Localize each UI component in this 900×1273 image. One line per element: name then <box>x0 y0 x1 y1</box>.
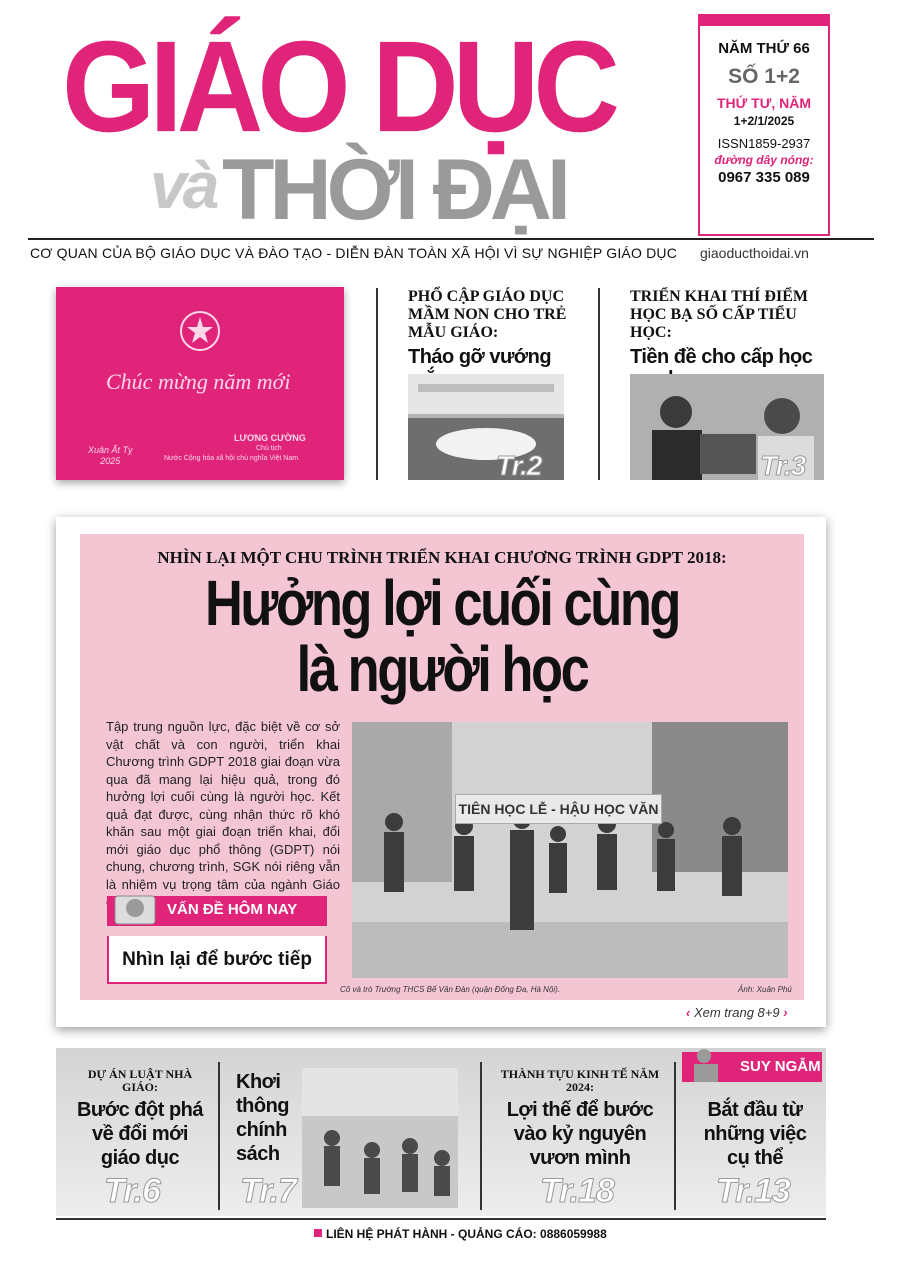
bottom-headline: Khơi thông chính sách <box>236 1071 290 1165</box>
page-ref[interactable]: Tr.13 <box>716 1172 790 1210</box>
photo-caption: Cô và trò Trường THCS Bế Văn Đàn (quận Đống Đa, Hà Nội). <box>340 985 561 994</box>
globe-book-icon <box>111 890 159 926</box>
page-ref[interactable]: Tr.7 <box>240 1172 296 1210</box>
classroom-photo-icon <box>302 1068 458 1208</box>
bottom-headline: Lợi thế để bước vào kỷ nguyên vươn mình <box>506 1099 654 1169</box>
story-headline: Tháo gỡ vướng <box>408 346 552 368</box>
card-signer: LƯƠNG CƯỜNG <box>234 433 306 443</box>
main-kicker: NHÌN LẠI MỘT CHU TRÌNH TRIỂN KHAI CHƯƠNG TRÌNH GDPT 2018: <box>157 548 727 567</box>
bottom-story-4[interactable] <box>690 1098 820 1170</box>
column-divider <box>674 1062 676 1210</box>
bottom-kicker: THÀNH TỰU KINH TẾ NĂM 2024: <box>500 1067 660 1094</box>
bottom-story-2[interactable] <box>236 1070 298 1166</box>
section-box[interactable] <box>107 896 327 988</box>
main-headline[interactable] <box>145 567 739 705</box>
card-org: Nước Cộng hòa xã hội chủ nghĩa Việt Nam <box>164 455 299 462</box>
hotline-number: 0967 335 089 <box>718 169 810 186</box>
footer-phone: 0886059988 <box>540 1227 607 1241</box>
website-link[interactable]: giaoducthoidai.vn <box>700 245 809 261</box>
bottom-kicker: DỰ ÁN LUẬT NHÀ GIÁO: <box>87 1067 193 1094</box>
column-divider <box>598 288 600 480</box>
story-kicker: TRIỂN KHAI THÍ ĐIỂM HỌC BẠ SỐ CẤP TIỂU HỌC: <box>630 288 808 341</box>
story-kicker: PHỔ CẬP GIÁO DỤC MẦM NON CHO TRẺ MẪU GIÁO: <box>408 288 567 341</box>
school-motto-banner: TIÊN HỌC LỄ - HẬU HỌC VĂN <box>455 794 662 824</box>
national-emblem-icon <box>176 309 224 353</box>
card-year-name: Xuân Ất Tỵ <box>88 445 133 455</box>
bottom-story-3[interactable] <box>492 1068 668 1170</box>
footer-contact <box>326 1227 607 1241</box>
section-label: VẤN ĐỀ HÔM NAY <box>167 901 298 918</box>
logo-title: GIÁO DỤC <box>62 14 614 160</box>
issue-issn: ISSN1859-2937 <box>717 136 811 151</box>
hotline-label: đường dây nóng: <box>714 153 814 167</box>
logo-va: và <box>150 148 216 222</box>
column-divider <box>480 1062 482 1210</box>
opinion-label-bar <box>682 1052 822 1082</box>
footer-rule <box>56 1218 826 1220</box>
footer-bullet-icon <box>314 1229 322 1237</box>
issue-year: NĂM THỨ 66 <box>718 40 810 57</box>
column-divider <box>218 1062 220 1210</box>
card-year <box>88 445 133 467</box>
issue-number: SỐ 1+2 <box>728 65 800 88</box>
main-body-text: Tập trung nguồn lực, đặc biệt về cơ sở vật chất và con người, triển khai Chương trình GDPT 2018 giai đoạn vừa qua đã mang lại hiệu quả, trong đó hưởng lợi cuối cùng là người học. Kết quả đạt được, cùng nhận thức rõ khó khăn sau một giai đoạn triển khai, đổi mới giáo dục phổ thông (GDPT) nói chung, chương trình, SGK nói riêng vẫn là nhiệm vụ trọng tâm của ngành Giáo <box>106 719 340 892</box>
logo-subtitle: THỜI ĐẠI <box>222 142 566 238</box>
column-divider <box>376 288 378 480</box>
see-more-link[interactable] <box>686 1005 788 1020</box>
chevron-left-icon: ‹ <box>686 1005 691 1020</box>
thinker-icon <box>686 1044 726 1084</box>
new-year-card <box>56 287 344 480</box>
opinion-label: SUY NGẪM <box>740 1058 821 1075</box>
bottom-headline: Bước đột phá về đổi mới giáo dục <box>76 1099 204 1169</box>
issue-info-box <box>698 14 830 236</box>
school-photo-icon <box>352 722 788 978</box>
main-photo <box>352 722 788 978</box>
page-ref[interactable]: Tr.6 <box>104 1172 160 1210</box>
page-ref[interactable]: Tr.18 <box>540 1172 614 1210</box>
photo-credit: Ảnh: Xuân Phú <box>738 985 792 994</box>
card-year-number: 2025 <box>100 456 121 466</box>
issue-day: THỨ TƯ, NĂM <box>717 95 811 111</box>
tagline: CƠ QUAN CỦA BỘ GIÁO DỤC VÀ ĐÀO TẠO - DIỄN ĐÀN TOÀN XÃ HỘI VÌ SỰ NGHIỆP GIÁO DỤC <box>30 245 678 261</box>
bottom-story-1[interactable] <box>70 1068 210 1170</box>
see-more-label: Xem trang 8+9 <box>693 1005 780 1020</box>
story-headline: Tiền đề cho cấp học <box>630 346 813 368</box>
chevron-right-icon: › <box>783 1005 788 1020</box>
bottom-headline: Bắt đầu từ những việc cụ thể <box>703 1099 807 1169</box>
main-headline-line-1: Hưởng lợi cuối cùng <box>204 567 680 639</box>
classroom-photo <box>302 1068 458 1208</box>
card-greeting: Chúc mừng năm mới <box>106 369 291 394</box>
section-title: Nhìn lại để bước tiếp <box>107 936 327 984</box>
page-ref[interactable]: Tr.2 <box>496 450 542 481</box>
issue-date: 1+2/1/2025 <box>733 114 795 128</box>
page-ref[interactable]: Tr.3 <box>760 450 806 481</box>
card-role: Chủ tịch <box>256 445 282 452</box>
footer-label: LIÊN HỆ PHÁT HÀNH - QUẢNG CÁO: <box>326 1227 537 1241</box>
main-headline-line-2: là người học <box>296 633 588 705</box>
